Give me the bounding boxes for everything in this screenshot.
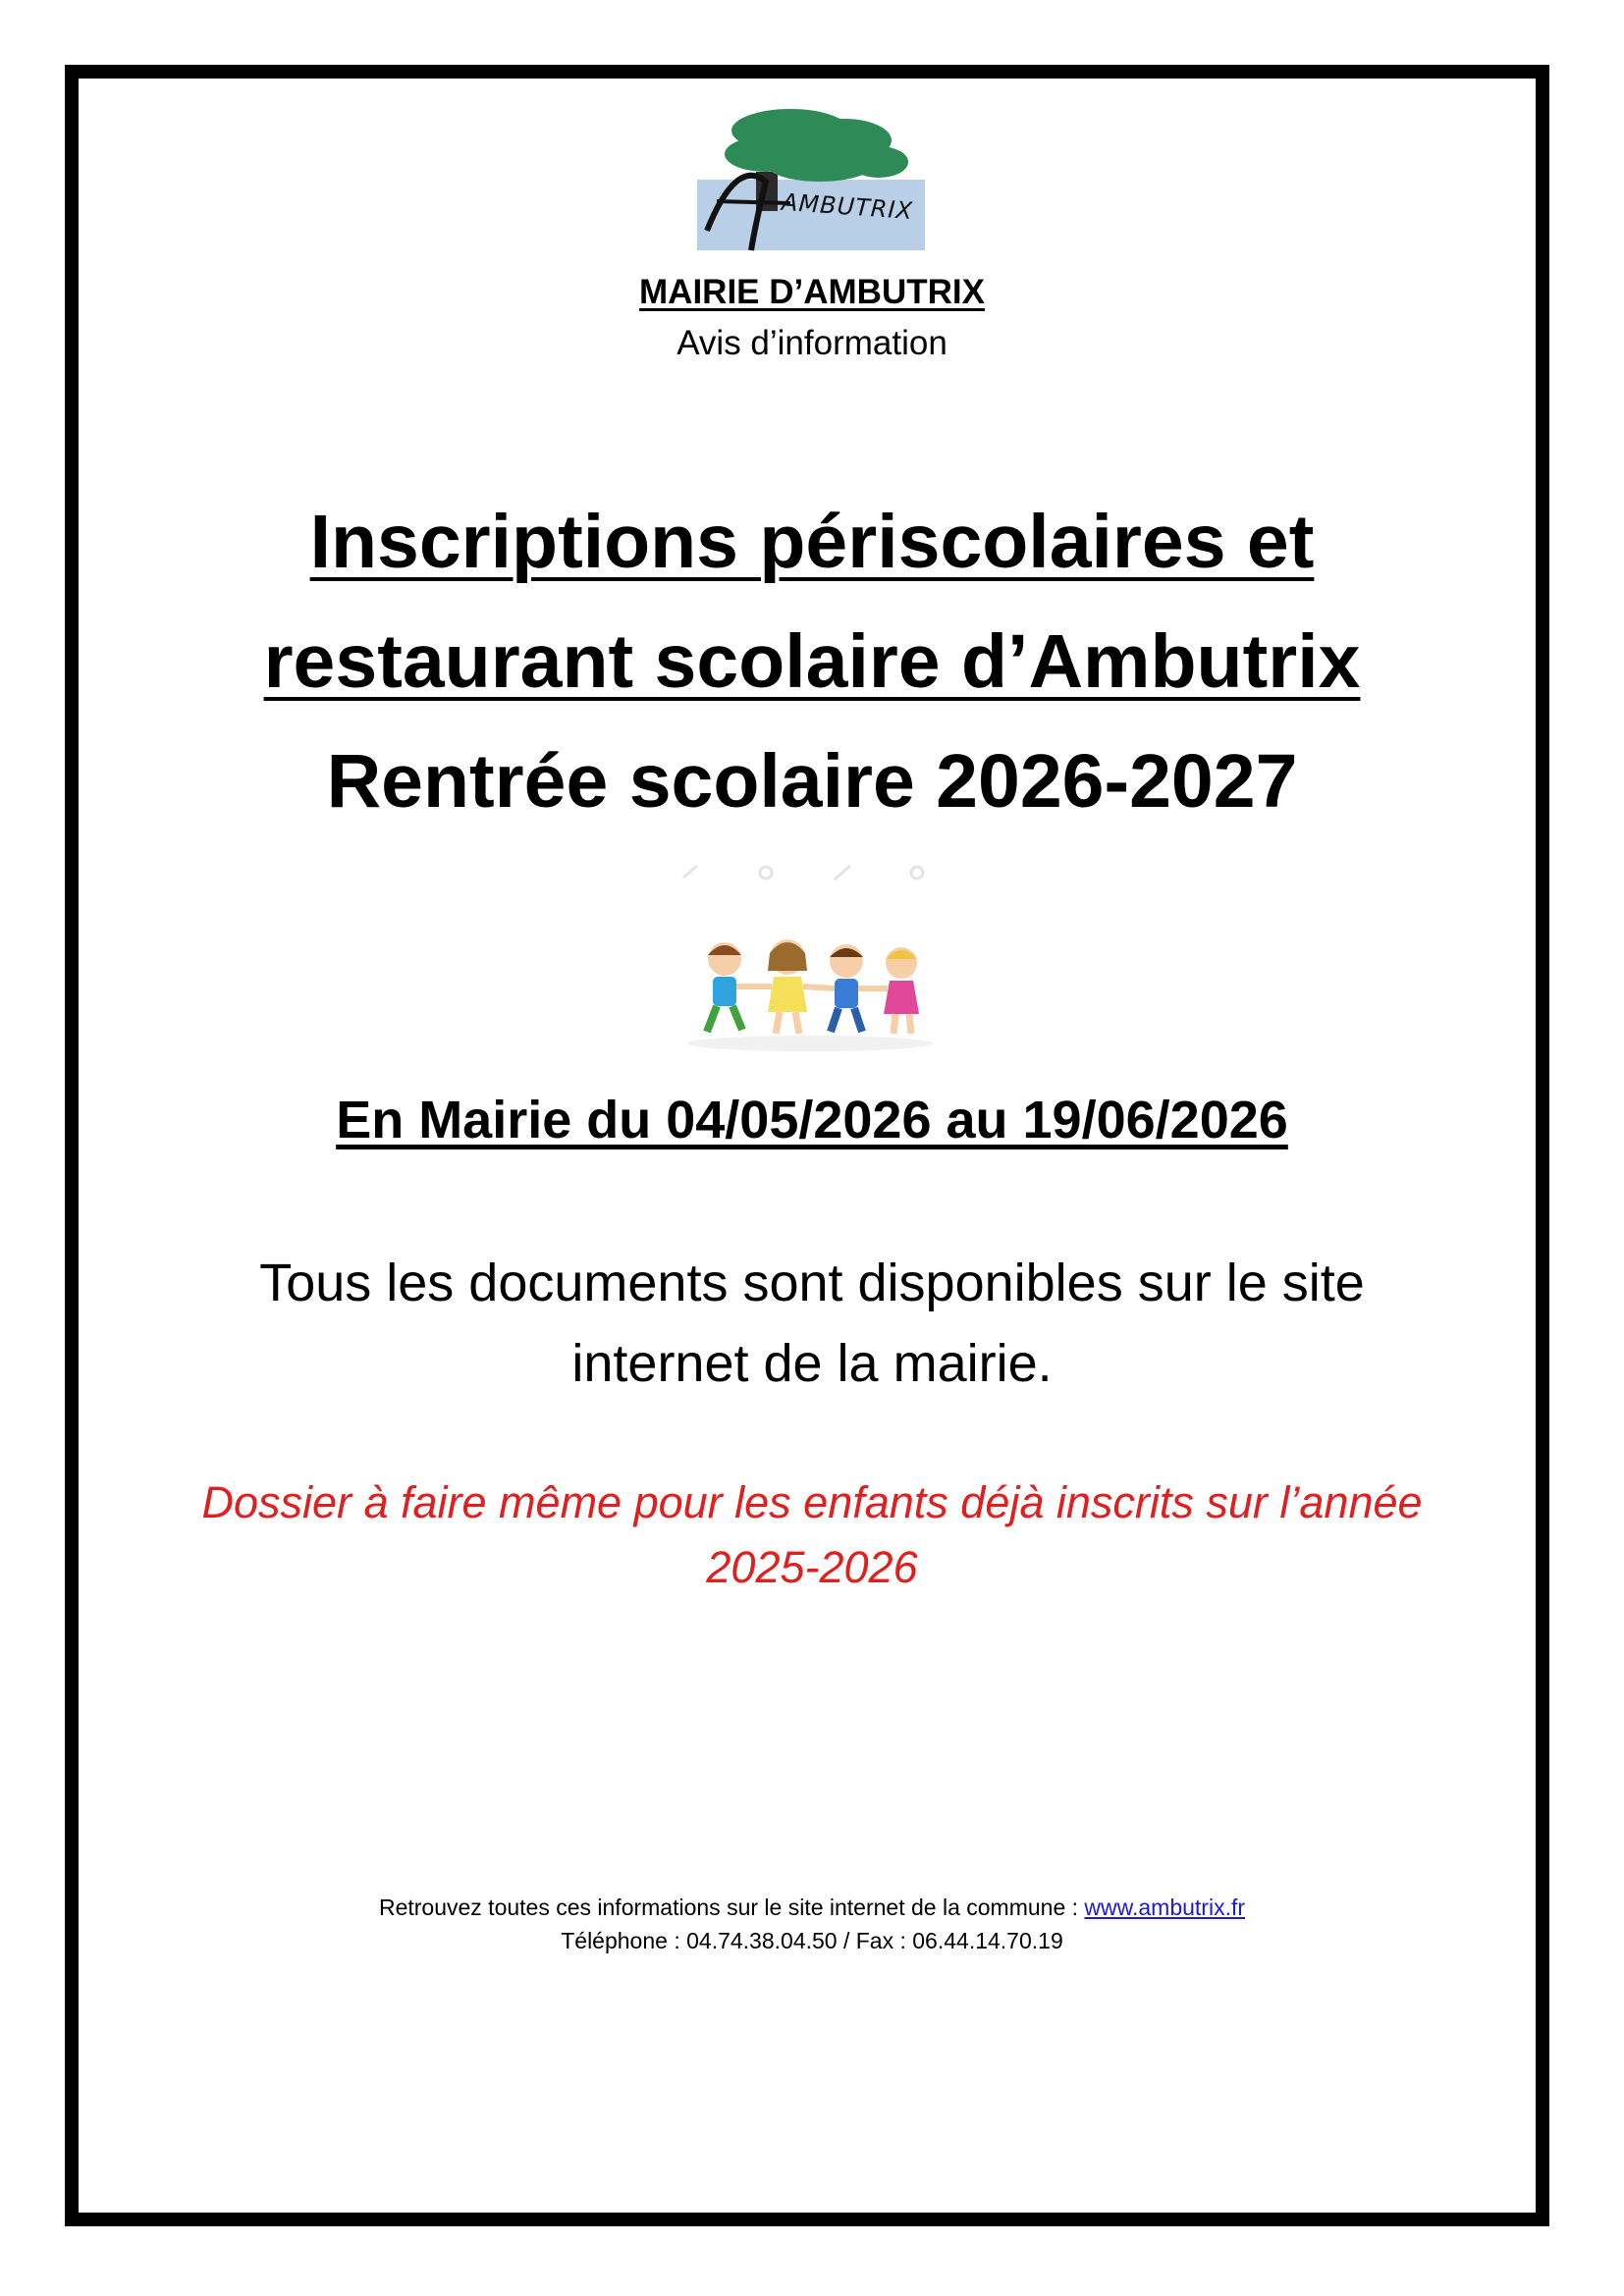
tree-logo-icon <box>697 103 933 265</box>
footer-info <box>0 1895 1624 1921</box>
page-title-line-2: restaurant scolaire d’Ambutrix <box>263 619 1361 704</box>
important-note-line-1: Dossier à faire même pour les enfants déjà inscrits sur l’année <box>201 1477 1423 1527</box>
ambutrix-logo <box>697 103 933 265</box>
page-title-line-3: Rentrée scolaire 2026-2027 <box>326 739 1298 824</box>
org-name: MAIRIE D’AMBUTRIX <box>639 273 985 311</box>
faint-decoration <box>677 862 943 883</box>
documents-info-line-1: Tous les documents sont disponibles sur le site <box>259 1254 1365 1312</box>
notice-subtitle: Avis d’information <box>677 324 947 362</box>
registration-dates: En Mairie du 04/05/2026 au 19/06/2026 <box>336 1091 1288 1149</box>
website-link[interactable]: www.ambutrix.fr <box>1084 1895 1246 1920</box>
documents-info-line-2: internet de la mairie. <box>571 1334 1053 1393</box>
logo-text: AMBUTRIX <box>781 187 914 226</box>
page-title-line-1: Inscriptions périscolaires et <box>309 500 1315 584</box>
important-note <box>105 1470 1519 1600</box>
important-note-line-2: 2025-2026 <box>706 1542 918 1592</box>
children-playing-icon <box>677 928 943 1055</box>
documents-info <box>125 1243 1499 1404</box>
footer-text: Retrouvez toutes ces informations sur le site internet de la commune : <box>378 1895 1085 1920</box>
footer-contact: Téléphone : 04.74.38.04.50 / Fax : 06.44.14.70.19 <box>561 1928 1063 1953</box>
